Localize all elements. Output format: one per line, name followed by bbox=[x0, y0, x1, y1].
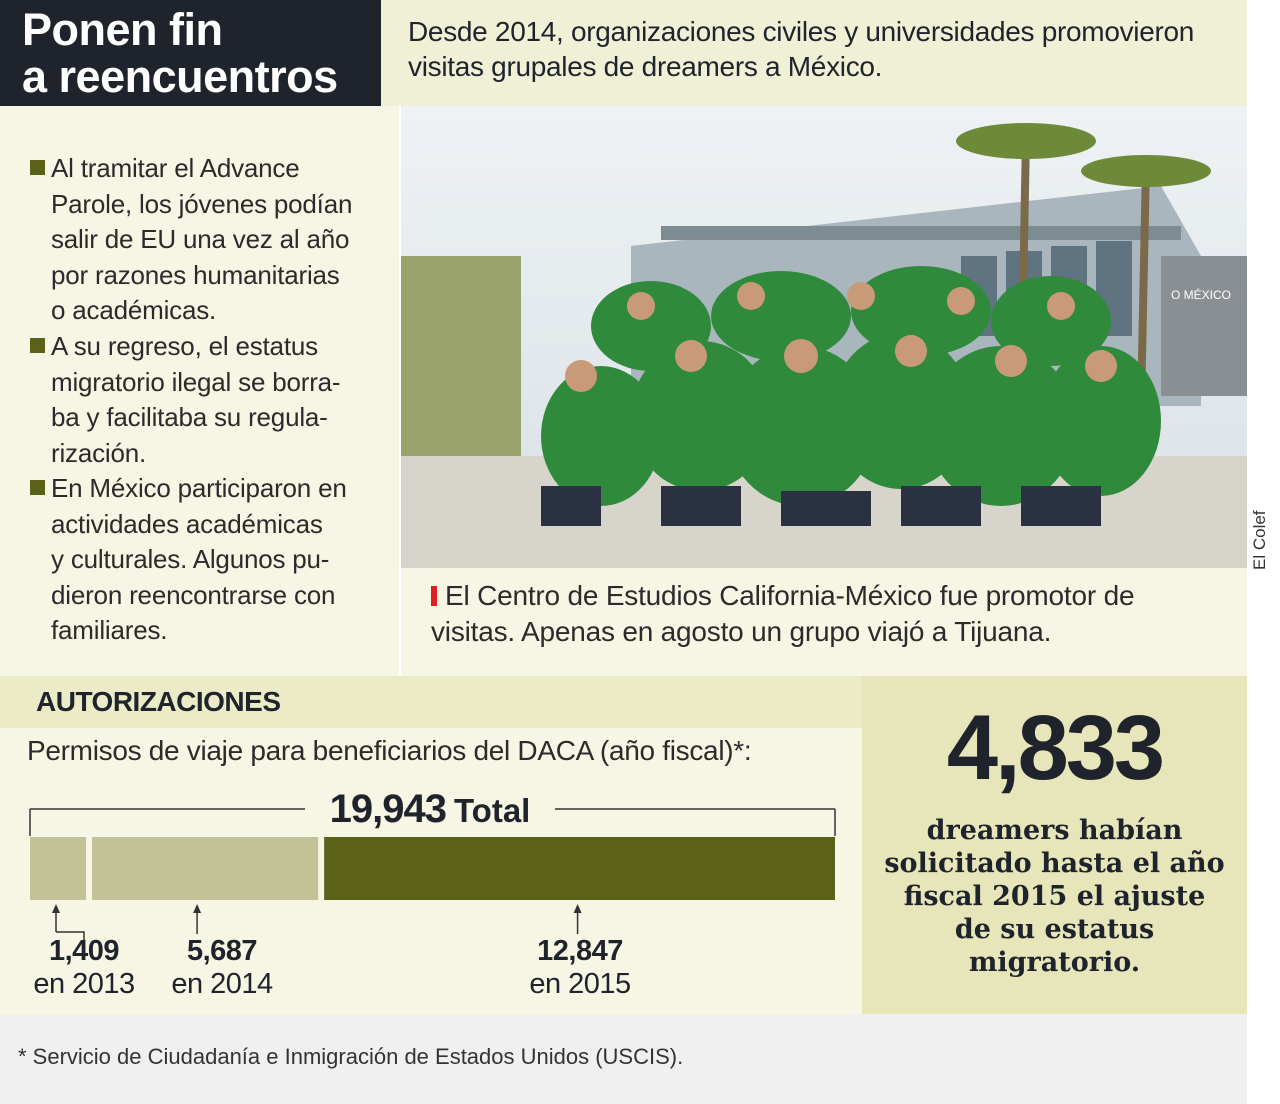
bar-value-label bbox=[147, 935, 297, 1001]
bullet-item bbox=[30, 471, 371, 649]
title-line-2: a reencuentros bbox=[22, 51, 338, 102]
subtitle: Desde 2014, organizaciones civiles y universidades promovieron visitas grupales de dreamers a México. bbox=[408, 16, 1195, 82]
bar-2013 bbox=[30, 837, 86, 900]
bar-value: 1,409 bbox=[48, 935, 120, 967]
chart-subtitle: Permisos de viaje para beneficiarios del DACA (año fiscal)*: bbox=[27, 735, 752, 766]
bullet-panel bbox=[0, 106, 399, 676]
bullet-text: En México participaron en actividades académicas y culturales. Algunos pu- dieron reencontrarse con familiares. bbox=[51, 473, 347, 645]
subtitle-band bbox=[381, 0, 1247, 106]
bullet-square-icon bbox=[30, 338, 45, 353]
title-box bbox=[0, 0, 381, 106]
bar-year-label: en 2014 bbox=[171, 968, 273, 1000]
footnote-band bbox=[0, 1014, 1247, 1104]
caption-area bbox=[401, 568, 1247, 676]
bar-value: 5,687 bbox=[186, 935, 258, 967]
photo-caption bbox=[431, 578, 1221, 650]
bar-year-label: en 2013 bbox=[33, 968, 135, 1000]
bullet-item bbox=[30, 151, 371, 329]
group-photo-illustration bbox=[401, 106, 1247, 568]
group-photo bbox=[401, 106, 1247, 568]
caption-marker-icon bbox=[431, 586, 437, 606]
highlight-text: dreamers habían solicitado hasta el año fiscal 2015 el ajuste de su estatus migratorio. bbox=[884, 815, 1225, 978]
bar-value-label bbox=[505, 935, 655, 1001]
page-title bbox=[22, 6, 338, 100]
building-sign: O MÉXICO bbox=[1171, 288, 1232, 302]
photo-credit-text: El Colef bbox=[1250, 510, 1269, 570]
chart-header-text: AUTORIZACIONES bbox=[36, 686, 281, 717]
bullet-text: Al tramitar el Advance Parole, los jóvenes podían salir de EU una vez al año por razones humanitarias o académicas. bbox=[51, 153, 353, 325]
bar-value: 12,847 bbox=[537, 935, 623, 967]
bar-2014 bbox=[92, 837, 318, 900]
total-word: Total bbox=[453, 792, 531, 829]
pointer-arrow-icon bbox=[193, 904, 201, 934]
footnote: * Servicio de Ciudadanía e Inmigración de Estados Unidos (USCIS). bbox=[18, 1044, 684, 1069]
bars-group bbox=[30, 837, 835, 900]
highlight-panel bbox=[862, 676, 1247, 1014]
bullet-text: A su regreso, el estatus migratorio ilegal se borra- ba y facilitaba su regula- rización. bbox=[51, 331, 341, 468]
bar-2015 bbox=[324, 837, 835, 900]
bar-value-label bbox=[9, 935, 159, 1001]
bullet-square-icon bbox=[30, 160, 45, 175]
photo-credit bbox=[1250, 490, 1276, 570]
pointer-arrow-icon bbox=[574, 904, 582, 934]
bullet-square-icon bbox=[30, 480, 45, 495]
highlight-number: 4,833 bbox=[946, 697, 1163, 799]
bar-year-label: en 2015 bbox=[529, 968, 631, 1000]
bullet-item bbox=[30, 329, 371, 471]
title-line-1: Ponen fin bbox=[22, 4, 223, 55]
total-value: 19,943 bbox=[329, 787, 446, 831]
total-label bbox=[330, 787, 531, 831]
caption-text: El Centro de Estudios California-México fue promotor de visitas. Apenas en agosto un grupo viajó a Tijuana. bbox=[431, 580, 1135, 647]
